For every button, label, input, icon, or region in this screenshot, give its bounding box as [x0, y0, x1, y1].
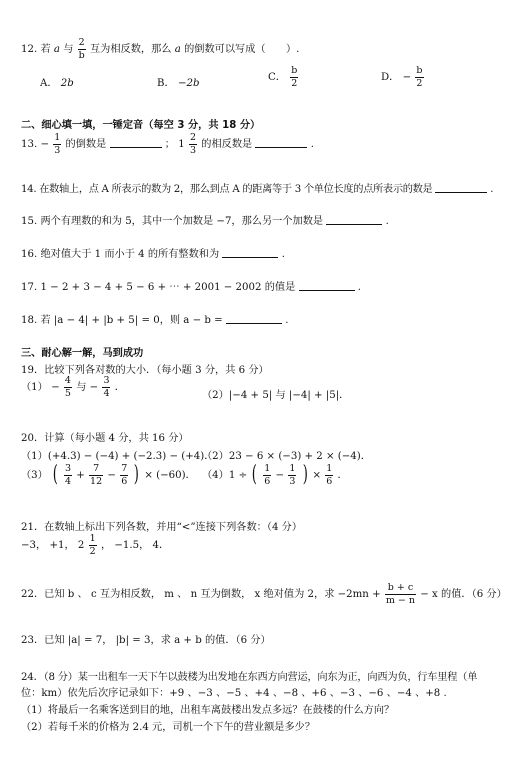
q14-end: .	[490, 184, 494, 195]
q20-p4-f-num: 1	[326, 463, 333, 474]
question-21-numbers	[21, 534, 169, 556]
q16-number: 16.	[21, 249, 38, 260]
q14-number: 14.	[21, 184, 37, 195]
q22-text-1: 22．已知 b 、 c 互为相反数， m 、 n 互为倒数， x 绝对值为 2，求 −2mn +	[21, 589, 381, 600]
q13-blank-2[interactable]	[255, 137, 307, 148]
q13-text-2: 的相反数是	[201, 139, 253, 150]
q12-option-a	[40, 74, 74, 89]
question-20-part-4	[202, 464, 348, 486]
question-24-line-4: （2）若每千米的价格为 2.4 元，司机一个下午的营业额是多少？	[21, 722, 316, 733]
q21-fraction	[89, 534, 97, 556]
q13-separator: ；	[164, 139, 175, 150]
q21-nums-1: −3， +1，	[21, 540, 75, 551]
q13-text-1: 的倒数是	[65, 139, 107, 150]
section-2-heading: 二、细心填一填，一锤定音（每空 3 分，共 18 分）	[21, 120, 261, 131]
q20-p4-rparen: )	[302, 462, 308, 487]
q13-end: .	[310, 139, 314, 150]
q13-fraction-2	[189, 133, 197, 155]
q17-blank[interactable]	[299, 280, 355, 291]
q20-p3-frac-c	[120, 464, 128, 486]
q19-p1-mid: 与	[76, 382, 87, 393]
q12-var-a2: a	[174, 44, 181, 55]
q20-p4-lparen: (	[252, 462, 258, 487]
q13-frac2-num: 2	[189, 132, 197, 143]
q20-p4-times: ×	[312, 470, 321, 481]
question-20-part-1: （1）(+4.3) − (−4) + (−2.3) − (+4)．	[21, 451, 215, 462]
option-b-value: −2b	[177, 78, 200, 89]
question-22	[21, 583, 507, 605]
q20-p3-label: （3）	[21, 470, 48, 481]
q19-frac2-den: 4	[103, 387, 110, 399]
q13-frac1-den: 3	[54, 144, 61, 156]
q12-text-3: 互为相反数，那么	[90, 44, 172, 55]
q15-number: 15.	[21, 216, 38, 227]
option-c-fraction	[290, 66, 298, 88]
q20-p4-e-num: 1	[289, 463, 296, 474]
q18-text: 若 |a − 4| + |b + 5| = 0，则 a − b =	[40, 315, 223, 326]
q16-text: 绝对值大于 1 而小于 4 的所有整数和为	[40, 249, 220, 260]
q12-text-1: 若	[40, 44, 51, 55]
question-12	[21, 38, 299, 60]
q20-p4-label: （4）1 ÷	[202, 470, 248, 481]
q20-p3-tail: × (−60)．	[144, 470, 196, 481]
q21-frac-num: 1	[89, 533, 96, 544]
question-19-part-2: （2）|−4 + 5| 与 |−4| + |5|．	[202, 390, 350, 401]
q20-p3-lparen: (	[52, 462, 58, 487]
q12-fraction	[78, 38, 86, 60]
q12-text-2: 与	[63, 44, 74, 55]
q22-text-2: − x 的值．（6 分）	[420, 589, 507, 600]
q13-number: 13.	[21, 139, 38, 150]
question-24-line-3: （1）将最后一名乘客送到目的地，出租车离鼓楼出发点多远？在鼓楼的什么方向？	[21, 705, 395, 716]
q19-p1-minus2: −	[89, 382, 99, 393]
q20-p3-c-num: 7	[121, 463, 128, 474]
q18-number: 18.	[21, 315, 38, 326]
q20-p3-a-den: 4	[64, 475, 71, 487]
option-c-den: 2	[291, 77, 298, 89]
option-c-num: b	[291, 65, 298, 76]
q20-p4-d-den: 6	[264, 475, 271, 487]
q16-blank[interactable]	[222, 247, 278, 258]
q20-p3-frac-b	[89, 464, 103, 486]
q20-p4-minus: −	[275, 470, 285, 481]
q20-p3-b-num: 7	[89, 464, 103, 476]
question-14	[21, 180, 493, 195]
q20-p3-rparen: )	[134, 462, 140, 487]
question-20-part-2: （2）23 − 6 × (−3) + 2 × (−4)．	[202, 451, 371, 462]
q13-frac2-den: 3	[189, 144, 197, 156]
q15-text: 两个有理数的和为 5，其中一个加数是 −7，那么另一个加数是	[40, 216, 324, 227]
section-3-heading: 三、耐心解一解，马到成功	[21, 348, 144, 359]
q12-option-b	[157, 74, 199, 89]
q20-p3-frac-a	[64, 464, 72, 486]
option-d-den: 2	[416, 77, 423, 89]
option-d-fraction	[415, 66, 423, 88]
q13-whole: 1	[178, 139, 185, 150]
q13-blank-1[interactable]	[110, 137, 162, 148]
question-23: 23．已知 |a| = 7， |b| = 3，求 a + b 的值．（6 分）	[21, 635, 271, 646]
q19-frac2-num: 3	[103, 375, 110, 386]
q19-p1-minus: −	[51, 382, 60, 393]
question-24-line-2: 位：km）依先后次序记录如下：+9 、−3 、−5 、+4 、−8 、+6 、−3 、−6 、−4 、+8 .	[21, 688, 447, 699]
q19-frac1-den: 5	[64, 387, 71, 399]
question-17	[21, 278, 361, 293]
q17-end: .	[357, 282, 362, 293]
question-13	[21, 133, 314, 155]
q19-p1-end: ．	[114, 382, 125, 393]
q12-option-c	[268, 66, 299, 88]
question-21-heading: 21．在数轴上标出下列各数，并用“<”连接下列各数：（4 分）	[21, 522, 303, 533]
question-20-heading: 20．计算（每小题 4 分，共 16 分）	[21, 433, 189, 444]
q20-p3-plus: +	[76, 470, 85, 481]
q20-p3-a-num: 3	[64, 463, 71, 474]
q20-p4-f-den: 6	[326, 475, 333, 487]
question-15	[21, 212, 389, 227]
q20-p4-d-num: 1	[264, 463, 271, 474]
option-d-minus: −	[402, 72, 412, 83]
question-19-part-1	[21, 376, 125, 398]
option-d-label: D．	[381, 72, 400, 83]
q20-p4-frac-d	[263, 464, 271, 486]
q12-text-4: 的倒数可以写成（ ）.	[184, 44, 300, 55]
q13-frac1-num: 1	[54, 132, 61, 143]
q14-blank[interactable]	[435, 182, 487, 193]
q18-blank[interactable]	[226, 313, 282, 324]
q19-p1-label: （1）	[21, 382, 48, 393]
q14-text: 在数轴上，点 A 所表示的数为 2，那么到点 A 的距离等于 3 个单位长度的点所表示的数是	[39, 184, 433, 195]
q21-whole: 2	[77, 540, 85, 551]
q15-blank[interactable]	[326, 214, 382, 225]
option-b-label: B．	[157, 78, 175, 89]
option-d-num: b	[416, 65, 423, 76]
q20-p4-e-den: 3	[289, 475, 296, 487]
q21-frac-den: 2	[89, 545, 96, 557]
option-a-label: A．	[40, 78, 58, 89]
q20-p4-frac-e	[288, 464, 296, 486]
q13-minus: −	[40, 139, 49, 150]
q22-frac-num: b + c	[385, 583, 416, 595]
q12-option-d	[381, 66, 425, 88]
q17-number: 17.	[21, 282, 38, 293]
q20-p4-end: ．	[337, 470, 348, 481]
question-16	[21, 245, 285, 260]
q20-p3-c-den: 6	[121, 475, 128, 487]
q20-p3-b-den: 12	[90, 475, 103, 487]
q21-nums-2: ， −1.5， 4．	[100, 540, 170, 551]
q12-var-a: a	[53, 44, 60, 55]
option-a-value: 2b	[60, 78, 74, 89]
q22-fraction	[385, 583, 416, 605]
q17-text: 1 − 2 + 3 − 4 + 5 − 6 + ⋯ + 2001 − 2002 的值是	[40, 282, 296, 293]
q16-end: .	[281, 249, 285, 260]
q19-fraction-1	[64, 376, 72, 398]
q19-fraction-2	[102, 376, 110, 398]
q12-frac-num: 2	[78, 37, 85, 48]
question-24-line-1: 24．（8 分）某一出租车一天下午以鼓楼为出发地在东西方向营运，向东为正，向西为负，行车里程（单	[21, 672, 478, 683]
option-c-label: C．	[268, 72, 286, 83]
question-19-heading: 19．比较下列各对数的大小．（每小题 3 分，共 6 分）	[21, 365, 269, 376]
q22-frac-den: m − n	[385, 594, 416, 606]
question-18	[21, 311, 288, 326]
q19-frac1-num: 4	[64, 375, 71, 386]
q12-frac-den: b	[78, 49, 85, 61]
q20-p4-frac-f	[325, 464, 333, 486]
q15-end: .	[385, 216, 389, 227]
q18-end: .	[285, 315, 289, 326]
q13-fraction-1	[53, 133, 61, 155]
q20-p3-minus: −	[107, 470, 116, 481]
question-20-part-3	[21, 464, 196, 486]
q12-number: 12.	[21, 44, 38, 55]
